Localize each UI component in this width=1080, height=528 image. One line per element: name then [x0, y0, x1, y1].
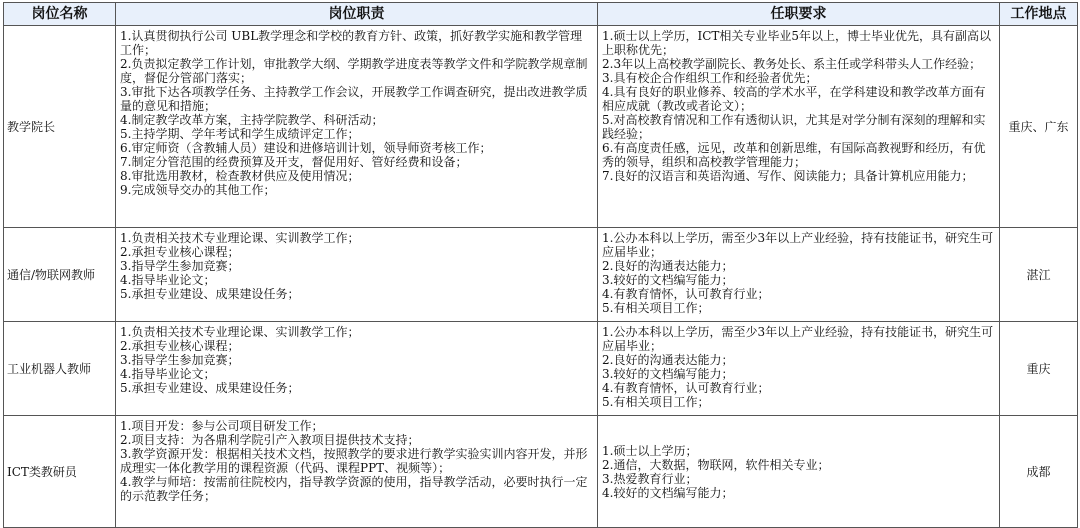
requirements-cell	[598, 26, 1000, 228]
list-item: 3.审批下达各项教学任务、主持教学工作会议，开展教学工作调查研究，提出改进教学质量的意见和措施；	[120, 85, 588, 113]
list-item: 2.良好的沟通表达能力；	[602, 259, 734, 273]
list-item: 5.有相关项目工作；	[602, 301, 710, 315]
list-item: 1.负责相关技术专业理论课、实训教学工作；	[120, 325, 360, 339]
list-item: 9.完成领导交办的其他工作；	[120, 183, 276, 197]
list-item: 6.审定师资（含教辅人员）建设和进修培训计划，领导师资考核工作；	[120, 141, 492, 155]
location-cell: 重庆、广东	[1000, 26, 1078, 228]
table-row	[4, 416, 1078, 528]
list-item: 4.较好的文档编写能力；	[602, 486, 734, 500]
list-item: 1.硕士以上学历，ICT相关专业毕业5年以上，博士毕业优先，具有副高以上职称优先；	[602, 29, 992, 57]
list-item: 3.较好的文档编写能力；	[602, 367, 734, 381]
list-item: 4.有教育情怀，认可教育行业；	[602, 287, 770, 301]
position-name: 教学院长	[4, 26, 116, 228]
list-item: 1.公办本科以上学历，需至少3年以上产业经验，持有技能证书，研究生可应届毕业；	[602, 325, 994, 353]
list-item: 4.具有良好的职业修养、较高的学术水平，在学科建设和教学改革方面有相应成就（教改或者论文）；	[602, 85, 986, 113]
list-item: 4.教学与师培：按需前往院校内，指导教学资源的使用，指导教学活动，必要时执行一定的示范教学任务；	[120, 475, 588, 503]
header-duties: 岗位职责	[116, 3, 598, 26]
list-item: 3.较好的文档编写能力；	[602, 273, 734, 287]
list-item: 2.3年以上高校教学副院长、教务处长、系主任或学科带头人工作经验；	[602, 57, 982, 71]
header-row	[4, 3, 1078, 26]
list-item: 4.指导毕业论文；	[120, 367, 216, 381]
list-item: 3.教学资源开发：根据相关技术文档，按照教学的要求进行教学实验实训内容开发，并形成理实一体化教学用的课程资源（代码、课程PPT、视频等）；	[120, 447, 588, 475]
list-item: 5.承担专业建设、成果建设任务；	[120, 381, 300, 395]
list-item: 2.负责拟定教学工作计划，审批教学大纲、学期教学进度表等教学文件和学院教学规章制度，督促分管部门落实；	[120, 57, 588, 85]
list-item: 3.具有校企合作组织工作和经验者优先；	[602, 71, 818, 85]
list-item: 5.主持学期、学年考试和学生成绩评定工作；	[120, 127, 360, 141]
duties-cell	[116, 228, 598, 322]
list-item: 3.指导学生参加竞赛；	[120, 353, 240, 367]
location-cell: 成都	[1000, 416, 1078, 528]
list-item: 2.承担专业核心课程；	[120, 245, 240, 259]
requirements-cell	[598, 228, 1000, 322]
location-cell: 重庆	[1000, 322, 1078, 416]
header-location: 工作地点	[1000, 3, 1078, 26]
position-name: 工业机器人教师	[4, 322, 116, 416]
list-item: 5.有相关项目工作；	[602, 395, 710, 409]
list-item: 3.指导学生参加竞赛；	[120, 259, 240, 273]
list-item: 7.制定分管范围的经费预算及开支，督促用好、管好经费和设备；	[120, 155, 468, 169]
list-item: 4.有教育情怀，认可教育行业；	[602, 381, 770, 395]
list-item: 5.对高校教育情况和工作有透彻认识，尤其是对学分制有深刻的理解和实践经验；	[602, 113, 986, 141]
list-item: 8.审批选用教材，检查教材供应及使用情况；	[120, 169, 360, 183]
list-item: 2.项目支持：为各鼎利学院引产入教项目提供技术支持；	[120, 433, 420, 447]
table-row	[4, 26, 1078, 228]
location-cell: 湛江	[1000, 228, 1078, 322]
table-row	[4, 228, 1078, 322]
job-table	[3, 2, 1078, 528]
duties-cell	[116, 322, 598, 416]
list-item: 1.负责相关技术专业理论课、实训教学工作；	[120, 231, 360, 245]
position-name: ICT类教研员	[4, 416, 116, 528]
list-item: 1.硕士以上学历；	[602, 444, 698, 458]
list-item: 3.热爱教育行业；	[602, 472, 698, 486]
position-name: 通信/物联网教师	[4, 228, 116, 322]
list-item: 4.制定教学改革方案，主持学院教学、科研活动；	[120, 113, 384, 127]
table-row	[4, 322, 1078, 416]
list-item: 2.承担专业核心课程；	[120, 339, 240, 353]
duties-cell	[116, 416, 598, 528]
duties-cell	[116, 26, 598, 228]
list-item: 5.承担专业建设、成果建设任务；	[120, 287, 300, 301]
list-item: 2.通信，大数据，物联网，软件相关专业；	[602, 458, 830, 472]
requirements-cell	[598, 322, 1000, 416]
list-item: 7.良好的汉语言和英语沟通、写作、阅读能力；具备计算机应用能力；	[602, 169, 974, 183]
list-item: 4.指导毕业论文；	[120, 273, 216, 287]
list-item: 2.良好的沟通表达能力；	[602, 353, 734, 367]
header-requirements: 任职要求	[598, 3, 1000, 26]
list-item: 6.有高度责任感，远见，改革和创新思维，有国际高教视野和经历，有优秀的领导，组织和高校教学管理能力；	[602, 141, 986, 169]
list-item: 1.项目开发：参与公司项目研发工作；	[120, 419, 324, 433]
list-item: 1.认真贯彻执行公司 UBL教学理念和学校的教育方针、政策，抓好教学实施和教学管理工作；	[120, 29, 583, 57]
requirements-cell	[598, 416, 1000, 528]
list-item: 1.公办本科以上学历，需至少3年以上产业经验，持有技能证书，研究生可应届毕业；	[602, 231, 994, 259]
header-position-name: 岗位名称	[4, 3, 116, 26]
